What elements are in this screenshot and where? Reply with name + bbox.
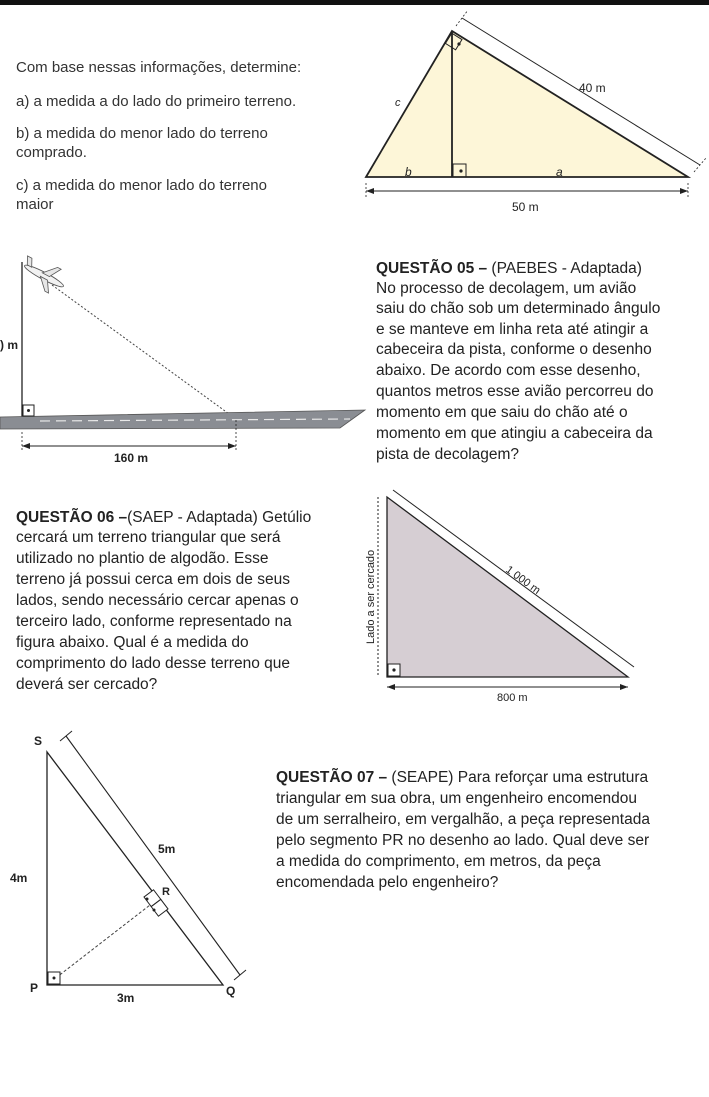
q05-line: momento em que atingiu a cabeceira da bbox=[376, 425, 653, 442]
q06-label-800m: 800 m bbox=[497, 692, 528, 704]
q06-line: lados, sendo necessário cercar apenas o bbox=[16, 592, 299, 609]
q07-label-R: R bbox=[162, 886, 170, 898]
q06-line: terceiro lado, conforme representado na bbox=[16, 613, 292, 630]
q05-figure bbox=[0, 250, 370, 470]
q07-line: de um serralheiro, em vergalhão, a peça representada bbox=[276, 811, 650, 828]
q04-label-40m: 40 m bbox=[579, 81, 606, 95]
q07-label-5m: 5m bbox=[158, 842, 176, 856]
q06-dim-arrow-l bbox=[387, 684, 395, 690]
q05-line: momento em que saiu do chão até o bbox=[376, 404, 628, 421]
q07-line: encomendada pelo engenheiro? bbox=[276, 874, 499, 891]
q05-label-height: ) m bbox=[0, 338, 18, 352]
q04-figure bbox=[360, 5, 705, 225]
q04-intro: Com base nessas informações, determine: bbox=[16, 59, 302, 76]
runway bbox=[0, 410, 365, 429]
q06-line: comprimento do lado desse terreno que bbox=[16, 655, 290, 672]
q07-line: a medida do comprimento, em metros, da peça bbox=[276, 853, 601, 870]
q05-line: No processo de decolagem, um avião bbox=[376, 280, 637, 297]
q06-label-side: Lado a ser cercado bbox=[365, 549, 377, 644]
q07-figure bbox=[0, 720, 265, 1020]
q04-label-50m: 50 m bbox=[512, 200, 539, 214]
q05-heading-line bbox=[376, 259, 642, 279]
q07-dim-5m-tick1 bbox=[60, 731, 72, 741]
q05-source: (PAEBES - Adaptada) bbox=[487, 260, 642, 277]
q05-line: cabeceira da pista, conforme o desenho bbox=[376, 341, 652, 358]
q07-heading-line bbox=[276, 768, 648, 788]
q04-label-a: a bbox=[556, 165, 563, 179]
q06-line: utilizado no plantio de algodão. Esse bbox=[16, 550, 269, 567]
q05-flight-path bbox=[52, 285, 236, 419]
q04-item-b-line1: b) a medida do menor lado do terreno bbox=[16, 125, 268, 142]
q06-figure bbox=[355, 480, 655, 710]
q07-dot-p bbox=[53, 977, 56, 980]
q06-line: deverá ser cercado? bbox=[16, 676, 158, 693]
q07-triangle bbox=[47, 752, 223, 985]
q04-label-c: c bbox=[395, 97, 401, 109]
q04-triangle bbox=[366, 31, 688, 177]
q06-line: figura abaixo. Qual é a medida do bbox=[16, 634, 249, 651]
q06-dim-arrow-r bbox=[620, 684, 628, 690]
q04-dim-50-arrow-l bbox=[366, 188, 374, 194]
q05-label-160m: 160 m bbox=[114, 451, 149, 465]
q05-dim-arrow-r bbox=[228, 443, 236, 449]
q05-title: QUESTÃO 05 – bbox=[376, 260, 488, 277]
q04-dim-50-arrow-r bbox=[680, 188, 688, 194]
q07-line: pelo segmento PR no desenho ao lado. Qual deve ser bbox=[276, 832, 650, 849]
q07-line: Para reforçar uma estrutura bbox=[453, 769, 649, 786]
q07-label-4m: 4m bbox=[10, 871, 28, 885]
q06-line: terreno já possui cerca em dois de seus bbox=[16, 571, 290, 588]
q04-item-b-line2: comprado. bbox=[16, 144, 87, 161]
q04-item-a: a) a medida a do lado do primeiro terreno. bbox=[16, 93, 297, 110]
q07-dim-5m-tick2 bbox=[234, 970, 246, 980]
q04-dim-40-tick2 bbox=[694, 158, 706, 172]
q04-dot-foot bbox=[459, 169, 462, 172]
q07-label-P: P bbox=[30, 981, 39, 995]
q06-triangle bbox=[387, 497, 628, 677]
q05-dim-arrow-l bbox=[22, 443, 30, 449]
q07-source: (SEAPE) bbox=[387, 769, 454, 786]
q07-line: triangular em sua obra, um engenheiro encomendou bbox=[276, 790, 638, 807]
q04-item-c-line1: c) a medida do menor lado do terreno bbox=[16, 177, 267, 194]
q06-line: cercará um terreno triangular que será bbox=[16, 529, 281, 546]
q07-title: QUESTÃO 07 – bbox=[276, 769, 388, 786]
q06-line: (SAEP - Adaptada) Getúlio bbox=[127, 509, 312, 526]
q05-line: e se manteve em linha reta até atingir a bbox=[376, 321, 649, 338]
q06-heading-line bbox=[16, 508, 311, 528]
q07-label-S: S bbox=[34, 734, 43, 748]
q04-dot-top bbox=[457, 42, 460, 45]
q06-dot bbox=[392, 668, 395, 671]
q05-line: pista de decolagem? bbox=[376, 446, 520, 463]
q07-dot-r1 bbox=[146, 898, 149, 901]
q04-item-c-line2: maior bbox=[16, 196, 54, 213]
q05-line: saiu do chão sob um determinado ângulo bbox=[376, 300, 661, 317]
q07-label-Q: Q bbox=[226, 984, 236, 998]
q07-dot-r2 bbox=[153, 909, 156, 912]
q05-line: abaixo. De acordo com esse desenho, bbox=[376, 362, 641, 379]
q06-label-1000m: 1 000 m bbox=[503, 563, 543, 597]
q06-title: QUESTÃO 06 – bbox=[16, 509, 128, 526]
q05-line: quantos metros esse avião percorreu do bbox=[376, 383, 654, 400]
q07-label-3m: 3m bbox=[117, 991, 135, 1005]
airplane-icon bbox=[17, 252, 70, 297]
q04-label-b: b bbox=[405, 165, 412, 179]
q04-dim-40-tick1 bbox=[456, 10, 468, 26]
q05-dot bbox=[27, 409, 30, 412]
